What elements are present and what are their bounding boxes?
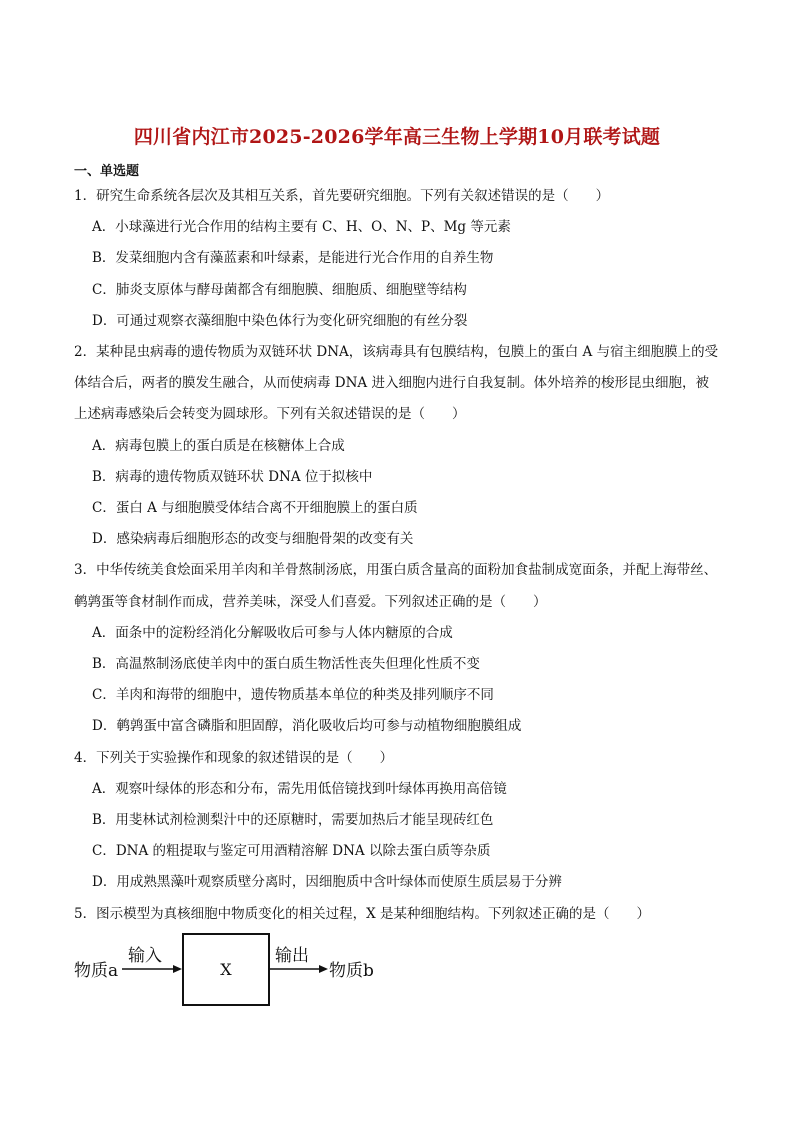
question-2-option-d: D．感染病毒后细胞形态的改变与细胞骨架的改变有关 (92, 531, 414, 547)
question-2-option-b: B．病毒的遗传物质双链环状 DNA 位于拟核中 (92, 469, 373, 485)
question-2-stem-line-2: 体结合后，两者的膜发生融合，从而使病毒 DNA 进入细胞内进行自我复制。体外培养的梭形昆虫细胞，被 (74, 375, 709, 391)
section-heading: 一、单选题 (74, 164, 140, 179)
question-3-option-b: B．高温熬制汤底使羊肉中的蛋白质生物活性丧失但理化性质不变 (92, 656, 480, 672)
question-3-option-d: D．鹌鹑蛋中富含磷脂和胆固醇，消化吸收后均可参与动植物细胞膜组成 (92, 718, 522, 734)
question-4-option-a: A．观察叶绿体的形态和分布，需先用低倍镜找到叶绿体再换用高倍镜 (92, 781, 507, 797)
question-3-option-c: C．羊肉和海带的细胞中，遗传物质基本单位的种类及排列顺序不同 (92, 687, 494, 703)
question-4-option-c: C．DNA 的粗提取与鉴定可用酒精溶解 DNA 以除去蛋白质等杂质 (92, 843, 491, 859)
output-substance-label: 物质b (329, 961, 374, 981)
output-arrow-head (319, 965, 328, 973)
question-3-option-a: A．面条中的淀粉经消化分解吸收后可参与人体内糖原的合成 (92, 625, 453, 641)
question-3-stem-line-2: 鹌鹑蛋等食材制作而成，营养美味，深受人们喜爱。下列叙述正确的是（ ） (74, 594, 547, 610)
question-3-stem-line-1: 3．中华传统美食烩面采用羊肉和羊骨熬制汤底，用蛋白质含量高的面粉加食盐制成宽面条，并配上海带丝、 (74, 562, 718, 578)
process-diagram (72, 928, 402, 1012)
question-5-stem: 5．图示模型为真核细胞中物质变化的相关过程，X 是某种细胞结构。下列叙述正确的是（ ） (74, 906, 650, 922)
input-arrow-label: 输入 (128, 946, 162, 966)
question-2-option-c: C．蛋白 A 与细胞膜受体结合离不开细胞膜上的蛋白质 (92, 500, 418, 516)
question-4-option-d: D．用成熟黑藻叶观察质壁分离时，因细胞质中含叶绿体而使原生质层易于分辨 (92, 874, 562, 890)
structure-x-label: X (220, 960, 232, 979)
question-1-option-a: A．小球藻进行光合作用的结构主要有 C、H、O、N、P、Mg 等元素 (92, 219, 511, 235)
output-arrow-label: 输出 (275, 946, 309, 966)
question-2-stem-line-1: 2．某种昆虫病毒的遗传物质为双链环状 DNA，该病毒具有包膜结构，包膜上的蛋白 A 与宿主细胞膜上的受 (74, 344, 719, 360)
input-arrow-head (173, 965, 182, 973)
question-2-option-a: A．病毒包膜上的蛋白质是在核糖体上合成 (92, 438, 345, 454)
question-4-stem: 4．下列关于实验操作和现象的叙述错误的是（ ） (74, 750, 394, 766)
question-1-stem: 1．研究生命系统各层次及其相互关系，首先要研究细胞。下列有关叙述错误的是（ ） (74, 188, 610, 204)
question-4-option-b: B．用斐林试剂检测梨汁中的还原糖时，需要加热后才能呈现砖红色 (92, 812, 494, 828)
question-2-stem-line-3: 上述病毒感染后会转变为圆球形。下列有关叙述错误的是（ ） (74, 406, 466, 422)
question-1-option-d: D．可通过观察衣藻细胞中染色体行为变化研究细胞的有丝分裂 (92, 313, 468, 329)
question-1-option-c: C．肺炎支原体与酵母菌都含有细胞膜、细胞质、细胞壁等结构 (92, 282, 467, 298)
input-substance-label: 物质a (74, 961, 119, 981)
question-1-option-b: B．发菜细胞内含有藻蓝素和叶绿素，是能进行光合作用的自养生物 (92, 250, 494, 266)
page-title: 四川省内江市2025-2026学年高三生物上学期10月联考试题 (133, 126, 661, 148)
